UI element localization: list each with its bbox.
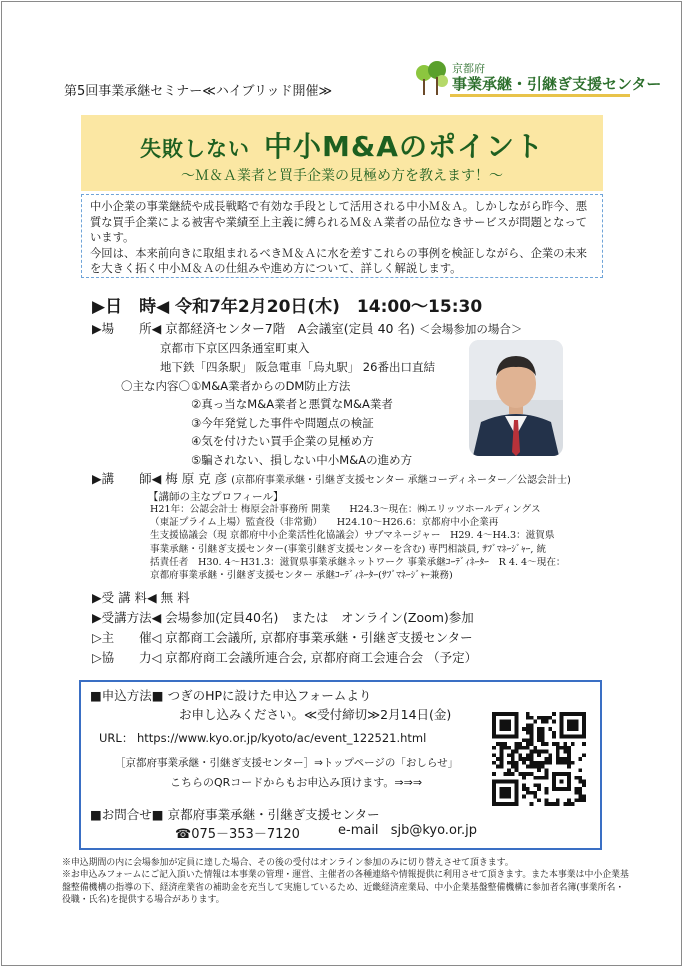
date-label: ▶日 時◀ <box>92 297 170 317</box>
lecturer-portrait-icon <box>469 340 563 456</box>
title-banner <box>81 115 603 191</box>
contact-email-link[interactable]: sjb@kyo.or.jp <box>390 823 478 838</box>
logo-center-name: 事業承継・引継ぎ支援センター <box>452 75 662 93</box>
footnotes <box>62 857 632 906</box>
venue-row <box>92 319 522 337</box>
event-title-prefix: 失敗しない <box>140 137 251 161</box>
fee-value: 無 料 <box>160 590 190 605</box>
fee-label: ▶受 講 料◀ <box>92 590 157 605</box>
lecturer-row <box>92 469 571 487</box>
footnote: ※お申込みフォームにご記入頂いた情報は本事業の管理・運営、主催者の各種連絡や情報提供に利用させて頂きます。また本事業は中小企業基盤整備機構の指導の下、経済産業省の補助金を充当して実施しているため、近畿経済産業局、中小企業基盤整備機構に参加者名簿(事業所名・役職・氏名)を提供する場合があります。 <box>62 870 629 905</box>
seminar-title: 第5回事業承継セミナー≪ハイブリッド開催≫ <box>64 84 333 99</box>
venue-address: 京都市下京区四条通室町東入 <box>160 341 310 355</box>
venue-note: ＜会場参加の場合＞ <box>418 322 523 336</box>
organizer-value: 京都商工会議所, 京都府事業承継・引継ぎ支援センター <box>165 630 473 645</box>
contact-org: 京都府事業承継・引継ぎ支援センター <box>167 807 380 822</box>
method-label: ▶受講方法◀ <box>92 610 162 625</box>
profile-line: 生支援協議会（現 京都府中小企業活性化協議会）サブマネージャー H29. 4～H4.3：滋賀県 <box>150 530 555 542</box>
date-row <box>92 292 482 317</box>
center-logo <box>414 58 662 102</box>
organizer-row <box>92 628 473 646</box>
venue-label: ▶場 所◀ <box>92 321 162 336</box>
contact-email-row <box>338 823 477 838</box>
application-text-2: お申し込みください。≪受付締切≫2月14日(金) <box>179 707 452 722</box>
contact-row <box>90 805 380 823</box>
contact-phone: ☎075－353－7120 <box>175 827 300 842</box>
organizer-label: ▷主 催◁ <box>92 630 162 645</box>
logo-underline <box>450 94 630 97</box>
profile-line: 京都府事業承継・引継ぎ支援センター 承継ｺｰﾃﾞｨﾈｰﾀｰ(ｻﾌﾞﾏﾈｰｼﾞｬｰ兼務) <box>150 570 453 582</box>
contents-item: ⑤騙されない、損しない中小M&Aの進め方 <box>191 453 413 467</box>
lecturer-affiliation: (京都府事業承継・引継ぎ支援センター 承継コーディネーター／公認会計士) <box>231 475 571 486</box>
logo-prefecture: 京都府 <box>452 62 485 75</box>
venue-value: 京都経済センター7階 A会議室(定員 40 名) <box>165 321 415 336</box>
route-instruction: ［京都府事業承継・引継ぎ支援センター］⇒トップページの「おしらせ」 <box>115 757 459 769</box>
method-value: 会場参加(定員40名) または オンライン(Zoom)参加 <box>165 610 474 625</box>
cooperation-value: 京都府商工会議所連合会, 京都府商工会連合会 （予定） <box>165 650 478 665</box>
contents-item: ①M&A業者からのDM防止方法 <box>191 379 351 393</box>
profile-line: 括責任者 H30. 4～H31.3：滋賀県事業承継ネットワーク 事業承継ｺｰﾃﾞｨﾈｰﾀｰ R 4. 4～現在： <box>150 556 566 568</box>
email-label: e-mail <box>338 823 379 838</box>
method-row <box>92 608 474 626</box>
application-url-row <box>99 730 426 746</box>
fee-row <box>92 588 190 606</box>
contents-label: 〇主な内容〇 <box>121 379 190 393</box>
lecturer-photo <box>469 340 563 456</box>
intro-box <box>81 194 603 278</box>
event-title <box>81 125 603 165</box>
cooperation-row <box>92 648 477 666</box>
event-title-main: 中小M&Aのポイント <box>264 130 544 163</box>
application-text-1: つぎのHPに設けた申込フォームより <box>167 688 372 703</box>
date-value: 令和7年2月20日(木) 14:00～15:30 <box>175 297 483 317</box>
application-label: ■申込方法■ <box>90 688 164 703</box>
lecturer-label: ▶講 師◀ <box>92 471 162 486</box>
contents-item: ②真っ当なM&A業者と悪質なM&A業者 <box>191 397 393 411</box>
intro-paragraph-1: 中小企業の事業継続や成長戦略で有効な手段として活用される中小Ｍ＆Ａ。しかしながら昨今、悪質な買手企業による被害や業績至上主義に縛られるＭ＆Ａ業者の品位なきサービスが問題となっています。 <box>90 200 588 244</box>
contents-item: ④気を付けたい買手企業の見極め方 <box>191 434 374 448</box>
qr-code-icon[interactable] <box>492 712 586 806</box>
profile-line: H21年：公認会計士 梅原会計事務所 開業 H24.3～現在：㈱エリッツホールディングス <box>150 504 541 515</box>
lecturer-name: 梅 原 克 彦 <box>165 471 228 486</box>
lecturer-profile <box>150 503 610 582</box>
qr-note: こちらのQRコードからもお申込み頂けます。⇒⇒⇒ <box>170 776 423 789</box>
footnote: ※申込期間の内に会場参加が定員に達した場合、その後の受付はオンライン参加のみに切り替えさせて頂きます。 <box>62 858 514 868</box>
contact-label: ■お問合せ■ <box>90 807 164 822</box>
url-label: URL： <box>99 731 134 745</box>
application-url-link[interactable]: https://www.kyo.or.jp/kyoto/ac/event_122521.html <box>136 731 427 745</box>
venue-access: 地下鉄「四条駅」 阪急電車「烏丸駅」 26番出口直結 <box>160 360 435 374</box>
profile-title: 【講師の主なプロフィール】 <box>148 491 284 503</box>
profile-line: （東証プライム上場）監査役（非常勤） H24.10～H26.6：京都府中小企業再 <box>150 517 499 529</box>
profile-line: 事業承継・引継ぎ支援センター(事業引継ぎ支援センターを含む) 専門相談員, ｻﾌﾞﾏﾈｰｼﾞｬｰ, 統 <box>150 543 547 555</box>
event-subtitle: ～Ｍ＆Ａ業者と買手企業の見極め方を教えます！～ <box>181 168 503 184</box>
contents-item: ③今年発覚した事件や問題点の検証 <box>191 416 374 430</box>
cooperation-label: ▷協 力◁ <box>92 650 162 665</box>
intro-paragraph-2: 今回は、本来前向きに取組まれるべきＭ＆Ａに水を差すこれらの事例を検証しながら、企業の未来を大きく拓く中小Ｍ＆Ａの仕組みや進め方について、詳しく解説します。 <box>90 246 588 275</box>
tree-logo-icon <box>414 60 450 100</box>
application-line-1 <box>90 686 371 704</box>
